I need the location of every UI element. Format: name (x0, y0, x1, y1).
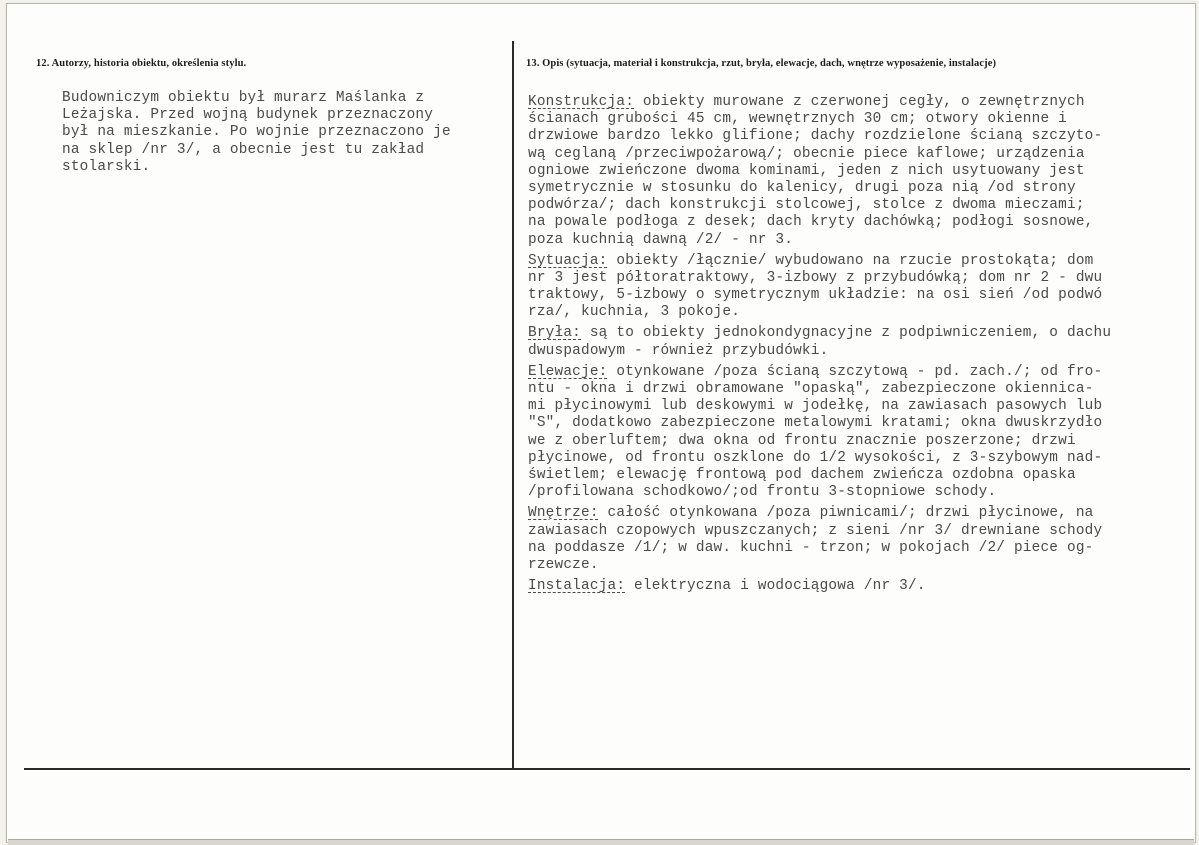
paragraph-line: podwórza/; dach konstrukcji stolcowej, stolce z dwoma mieczami; (528, 197, 1085, 214)
history-line: Budowniczym obiektu był murarz Maślanka z (62, 90, 425, 106)
paragraph-label: Bryła: (528, 325, 582, 342)
description-paragraph (528, 364, 1190, 502)
section-12-text (62, 90, 502, 176)
paragraph-first-line (528, 253, 1190, 270)
paragraph-line: rza/, kuchnia, 3 pokoje. (528, 304, 741, 321)
paragraph-text: całość otynkowana /poza piwnicami/; drzwi płycinowe, na (598, 505, 1094, 522)
paragraph-line: "S", dodatkowo zabezpieczone metalowymi kratami; okna dwuskrzydło (528, 415, 1103, 432)
history-line: był na mieszkanie. Po wojnie przeznaczono je (62, 124, 451, 141)
paragraph-text: są to obiekty jednokondygnacyjne z podpiwniczeniem, o dachu (581, 325, 1112, 342)
paragraph-first-line (528, 578, 1190, 595)
history-line: Leżajska. Przed wojną budynek przeznaczony (62, 107, 434, 124)
description-paragraph (528, 325, 1190, 359)
paragraph-line: /profilowana schodkowo/;od frontu 3-stopniowe schody. (528, 484, 997, 501)
paragraph-label: Elewacje: (528, 363, 608, 380)
paragraph-first-line (528, 94, 1190, 111)
paragraph-line: ogniowe zwieńczone dwoma kominami, jeden z nich usytuowany jest (528, 162, 1085, 179)
section-13-title: 13. Opis (sytuacja, materiał i konstrukcja, rzut, bryła, elewacje, dach, wnętrze wyposażenie, instalacje) (526, 58, 997, 69)
paragraph-line: na powale podłoga z desek; dach kryty dachówką; podłogi sosnowe, (528, 214, 1094, 231)
section-13-text (528, 94, 1190, 599)
section-12-title: 12. Autorzy, historia obiektu, określenia stylu. (36, 58, 247, 69)
bottom-rule (24, 768, 1190, 770)
paragraph-line: rzewcze. (528, 556, 599, 573)
paragraph-text: elektryczna i wodociągowa /nr 3/. (625, 578, 926, 595)
history-line: stolarski. (62, 158, 151, 175)
paragraph-line: świetlem; elewację frontową pod dachem zwieńcza ozdobna opaska (528, 466, 1076, 483)
paragraph-line: nr 3 jest półtoratraktowy, 3-izbowy z przybudówką; dom nr 2 - dwu (528, 269, 1103, 286)
paragraph-first-line (528, 364, 1190, 381)
paragraph-label: Instalacja: (528, 578, 626, 595)
paragraph-line: poza kuchnią dawną /2/ - nr 3. (528, 231, 794, 248)
paragraph-line: drzwiowe bardzo lekko glifione; dachy rozdzielone ścianą szczyto- (528, 128, 1103, 145)
paragraph-line: ntu - okna i drzwi obramowane "opaską", zabezpieczone okiennica- (528, 381, 1094, 397)
paragraph-text: otynkowane /poza ścianą szczytową - pd. zach./; od fro- (607, 363, 1103, 380)
paragraph-line: na poddasze /1/; w daw. kuchni - trzon; w pokojach /2/ piece og- (528, 539, 1094, 556)
paragraph-line: zawiasach czopowych wpuszczanych; z sieni /nr 3/ drewniane schody (528, 522, 1103, 539)
paragraph-line: traktowy, 5-izbowy o symetrycznym układzie: na osi sień /od podwó (528, 287, 1103, 304)
paragraph-text: obiekty /łącznie/ wybudowano na rzucie prostokąta; dom (607, 252, 1094, 269)
description-paragraph (528, 94, 1190, 249)
paragraph-line: płycinowe, od frontu oszklone do 1/2 wysokości, z 3-szybowym nad- (528, 449, 1103, 466)
paragraph-label: Konstrukcja: (528, 94, 635, 110)
paragraph-line: dwuspadowym - również przybudówki. (528, 342, 829, 359)
paragraph-line: mi płycinowymi lub deskowymi w jodełkę, na zawiasach pasowych lub (528, 398, 1103, 415)
history-line: na sklep /nr 3/, a obecnie jest tu zakład (62, 141, 425, 158)
paragraph-first-line (528, 505, 1190, 522)
column-divider (512, 41, 514, 769)
description-paragraph (528, 578, 1190, 595)
paragraph-line: wą ceglaną /przeciwpożarową/; obecnie piece kaflowe; urządzenia (528, 145, 1085, 162)
paragraph-line: we z oberluftem; dwa okna od frontu znacznie poszerzone; drzwi (528, 432, 1076, 449)
paragraph-text: obiekty murowane z czerwonej cegły, o zewnętrznych (634, 94, 1085, 110)
paragraph-first-line (528, 325, 1190, 342)
paragraph-label: Sytuacja: (528, 252, 608, 269)
sheet-edge (8, 839, 1194, 845)
paragraph-line: ścianach grubości 45 cm, wewnętrznych 30 cm; otwory okienne i (528, 111, 1067, 128)
paragraph-label: Wnętrze: (528, 505, 599, 522)
paragraph-line: symetrycznie w stosunku do kalenicy, drugi poza nią /od strony (528, 179, 1076, 196)
description-paragraph (528, 253, 1190, 322)
description-paragraph (528, 505, 1190, 574)
